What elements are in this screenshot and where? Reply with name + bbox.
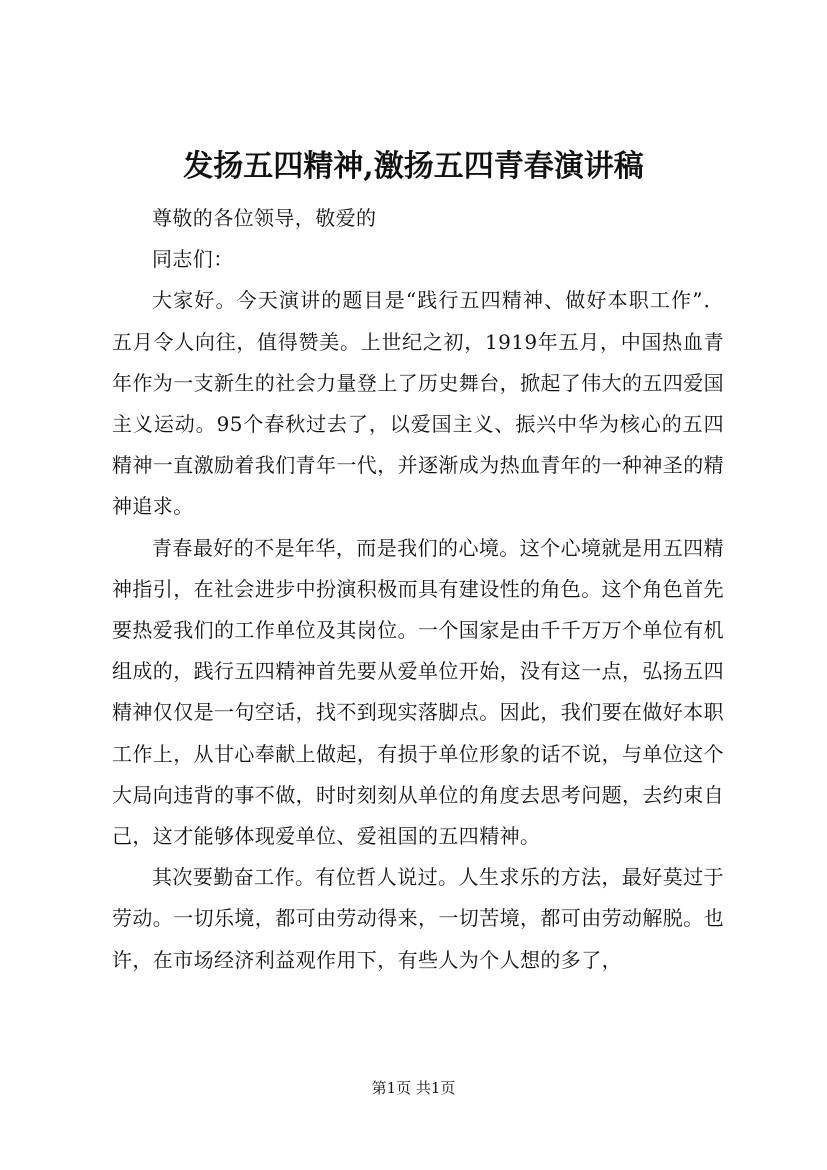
paragraph: 其次要勤奋工作。有位哲人说过。人生求乐的方法，最好莫过于劳动。一切乐境，都可由劳动得来，一切苦境，都可由劳动解脱。也许，在市场经济利益观作用下，有些人为个人想的多了， bbox=[112, 865, 724, 972]
document-title: 发扬五四精神,激扬五四青春演讲稿 bbox=[183, 149, 644, 184]
document-body bbox=[112, 198, 724, 981]
paragraph: 大家好。今天演讲的题目是“践行五四精神、做好本职工作”．五月令人向往，值得赞美。上世纪之初，1919年五月，中国热血青年作为一支新生的社会力量登上了历史舞台，掀起了伟大的五四爱国主义运动。95个春秋过去了，以爱国主义、振兴中华为核心的五四精神一直激励着我们青年一代，并逐渐成为热血青年的一种神圣的精神追求。 bbox=[112, 288, 724, 519]
salutation-line-1: 尊敬的各位领导，敬爱的 bbox=[152, 206, 377, 230]
page-footer: 第1页 共1页 bbox=[371, 1079, 456, 1097]
salutation-line-2: 同志们： bbox=[152, 247, 234, 272]
paragraph: 青春最好的不是年华，而是我们的心境。这个心境就是用五四精神指引，在社会进步中扮演积极而具有建设性的角色。这个角色首先要热爱我们的工作单位及其岗位。一个国家是由千千万万个单位有机组成的，践行五四精神首先要从爱单位开始，没有这一点，弘扬五四精神仅仅是一句空话，找不到现实落脚点。因此，我们要在做好本职工作上，从甘心奉献上做起，有损于单位形象的话不说，与单位这个大局向违背的事不做，时时刻刻从单位的角度去思考问题，去约束自己，这才能够体现爱单位、爱祖国的五四精神。 bbox=[112, 535, 724, 849]
